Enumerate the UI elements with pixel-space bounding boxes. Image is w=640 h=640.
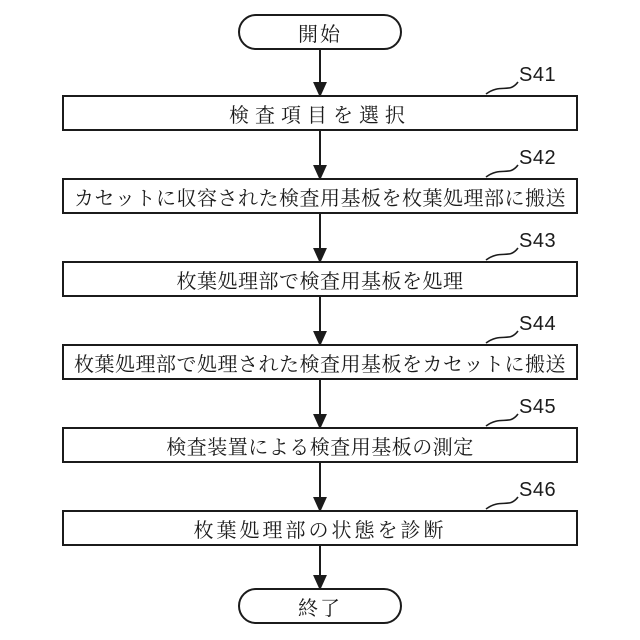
end-terminal (238, 588, 402, 624)
step-id-s42: S42 (519, 147, 557, 169)
step-id-s44: S44 (519, 313, 557, 335)
step-text: 検査装置による検査用基板の測定 (166, 436, 474, 459)
step-id-s46: S46 (519, 479, 557, 501)
label-leader-line (486, 414, 518, 426)
step-box-s44 (62, 344, 578, 380)
arrow-down-icon (315, 380, 326, 427)
step-id-s41: S41 (519, 64, 557, 86)
start-terminal (238, 14, 402, 50)
step-box-s45 (62, 427, 578, 463)
label-leader-line (486, 248, 518, 260)
step-box-s43 (62, 261, 578, 297)
end-terminal-label: 終了 (298, 597, 342, 620)
start-terminal-label: 開始 (298, 23, 342, 46)
arrow-down-icon (315, 131, 326, 178)
step-text: 枚葉処理部で検査用基板を処理 (176, 270, 464, 293)
arrow-down-icon (315, 214, 326, 261)
step-box-s46 (62, 510, 578, 546)
step-text: 検査項目を選択 (229, 104, 411, 127)
step-id-s45: S45 (519, 396, 557, 418)
arrow-down-icon (315, 297, 326, 344)
step-box-s42 (62, 178, 578, 214)
arrow-down-icon (315, 463, 326, 510)
step-id-s43: S43 (519, 230, 557, 252)
label-leader-line (486, 82, 518, 94)
arrow-down-icon (315, 50, 326, 95)
label-leader-line (486, 165, 518, 177)
step-text: 枚葉処理部で処理された検査用基板をカセットに搬送 (74, 353, 566, 376)
label-leader-line (486, 331, 518, 343)
step-text: カセットに収容された検査用基板を枚葉処理部に搬送 (74, 187, 566, 210)
step-box-s41 (62, 95, 578, 131)
arrow-down-icon (315, 546, 326, 588)
label-leader-line (486, 497, 518, 509)
step-text: 枚葉処理部の状態を診断 (193, 519, 447, 542)
